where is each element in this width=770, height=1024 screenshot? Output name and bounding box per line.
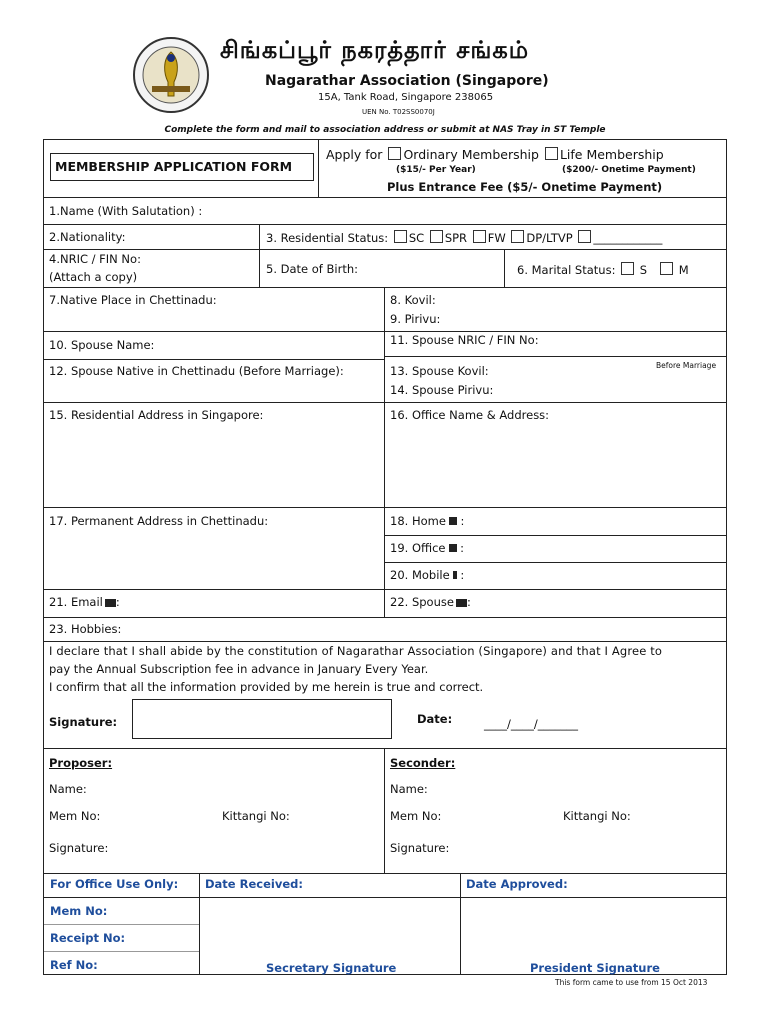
fw-checkbox[interactable]	[473, 230, 486, 243]
ref-no-label: Ref No:	[50, 958, 98, 972]
native-place-field[interactable]: 7.Native Place in Chettinadu:	[49, 293, 217, 307]
seconder-name-field[interactable]: Name:	[390, 782, 428, 796]
spouse-native-field[interactable]: 12. Spouse Native in Chettinadu (Before Marriage):	[49, 364, 344, 378]
proposer-kittangi-field[interactable]: Kittangi No:	[222, 809, 290, 823]
uen-number: UEN No. T02SS0070J	[362, 108, 435, 116]
seconder-kittangi-field[interactable]: Kittangi No:	[563, 809, 631, 823]
proposer-heading: Proposer:	[49, 756, 113, 770]
marital-status-field[interactable]: 6. Marital Status: S M	[517, 263, 689, 277]
form-title-box	[50, 153, 314, 181]
declaration-line-3: I confirm that all the information provided by me herein is true and correct.	[49, 680, 484, 694]
spouse-kovil-field[interactable]: 13. Spouse Kovil:	[390, 364, 489, 378]
nationality-field[interactable]: 2.Nationality:	[49, 230, 126, 244]
dp-ltvp-checkbox[interactable]	[511, 230, 524, 243]
tamil-title: சிங்கப்பூர் நகரத்தார் சங்கம்	[220, 36, 530, 64]
spouse-contact-field[interactable]: 22. Spouse :	[390, 595, 471, 609]
organization-name: Nagarathar Association (Singapore)	[265, 73, 549, 89]
date-label: Date:	[417, 712, 453, 726]
spouse-nric-field[interactable]: 11. Spouse NRIC / FIN No:	[390, 333, 539, 347]
life-membership-checkbox[interactable]	[545, 147, 558, 160]
form-title: MEMBERSHIP APPLICATION FORM	[55, 159, 293, 174]
declaration-line-2: pay the Annual Subscription fee in advance in January Every Year.	[49, 662, 429, 676]
other-status-checkbox[interactable]	[578, 230, 591, 243]
residential-address-field[interactable]: 15. Residential Address in Singapore:	[49, 408, 264, 422]
spouse-pirivu-field[interactable]: 14. Spouse Pirivu:	[390, 383, 494, 397]
office-phone-field[interactable]: 19. Office :	[390, 541, 465, 555]
permanent-address-field[interactable]: 17. Permanent Address in Chettinadu:	[49, 514, 269, 528]
organization-address: 15A, Tank Road, Singapore 238065	[318, 92, 494, 103]
form-instruction: Complete the form and mail to association address or submit at NAS Tray in ST Temple	[164, 125, 606, 135]
before-marriage-note: Before Marriage	[656, 361, 717, 370]
date-received-label: Date Received:	[205, 877, 303, 891]
proposer-name-field[interactable]: Name:	[49, 782, 87, 796]
signature-label: Signature:	[49, 715, 118, 729]
mobile-phone-icon	[453, 571, 457, 579]
ordinary-fee: ($15/- Per Year)	[396, 165, 476, 175]
ordinary-membership-label: Ordinary Membership	[403, 147, 539, 162]
home-phone-field[interactable]: 18. Home :	[390, 514, 465, 528]
envelope-icon	[105, 599, 116, 607]
office-address-field[interactable]: 16. Office Name & Address:	[390, 408, 550, 422]
date-blank[interactable]: ____/____/_______	[484, 717, 578, 731]
sc-checkbox[interactable]	[394, 230, 407, 243]
date-approved-label: Date Approved:	[466, 877, 568, 891]
pirivu-field[interactable]: 9. Pirivu:	[390, 312, 441, 326]
married-checkbox[interactable]	[660, 262, 673, 275]
residential-status-field[interactable]: 3. Residential Status: SC SPR FW DP/LTVP ____________	[266, 231, 663, 245]
seconder-mem-no-field[interactable]: Mem No:	[390, 809, 442, 823]
name-field[interactable]: 1.Name (With Salutation) :	[49, 204, 203, 218]
kovil-field[interactable]: 8. Kovil:	[390, 293, 436, 307]
envelope-icon	[456, 599, 467, 607]
office-mem-no-label: Mem No:	[50, 904, 108, 918]
receipt-no-label: Receipt No:	[50, 931, 126, 945]
seconder-signature-field[interactable]: Signature:	[390, 841, 450, 855]
declaration-line-1: I declare that I shall abide by the constitution of Nagarathar Association (Singapore) and that I Agree to	[49, 644, 663, 658]
nric-attach-note: (Attach a copy)	[49, 270, 138, 284]
hobbies-field[interactable]: 23. Hobbies:	[49, 622, 122, 636]
association-logo	[132, 36, 210, 114]
dob-field[interactable]: 5. Date of Birth:	[266, 262, 358, 276]
seconder-heading: Seconder:	[390, 756, 456, 770]
single-checkbox[interactable]	[621, 262, 634, 275]
proposer-mem-no-field[interactable]: Mem No:	[49, 809, 101, 823]
telephone-icon	[449, 544, 457, 552]
telephone-icon	[449, 517, 457, 525]
apply-for-label: Apply for Ordinary Membership Life Membership	[326, 147, 664, 162]
secretary-signature-label: Secretary Signature	[266, 961, 397, 975]
ordinary-membership-checkbox[interactable]	[388, 147, 401, 160]
life-membership-label: Life Membership	[559, 147, 664, 162]
applicant-signature-box[interactable]	[132, 699, 392, 739]
mobile-phone-field[interactable]: 20. Mobile :	[390, 568, 465, 582]
footer-note: This form came to use from 15 Oct 2013	[555, 978, 708, 987]
entrance-fee: Plus Entrance Fee ($5/- Onetime Payment)	[387, 180, 663, 194]
proposer-signature-field[interactable]: Signature:	[49, 841, 109, 855]
office-use-heading: For Office Use Only:	[50, 877, 179, 891]
membership-form	[43, 139, 727, 975]
spr-checkbox[interactable]	[430, 230, 443, 243]
nric-field[interactable]: 4.NRIC / FIN No:	[49, 252, 141, 266]
spouse-name-field[interactable]: 10. Spouse Name:	[49, 338, 155, 352]
email-field[interactable]: 21. Email :	[49, 595, 120, 609]
life-fee: ($200/- Onetime Payment)	[562, 165, 696, 175]
president-signature-label: President Signature	[530, 961, 660, 975]
